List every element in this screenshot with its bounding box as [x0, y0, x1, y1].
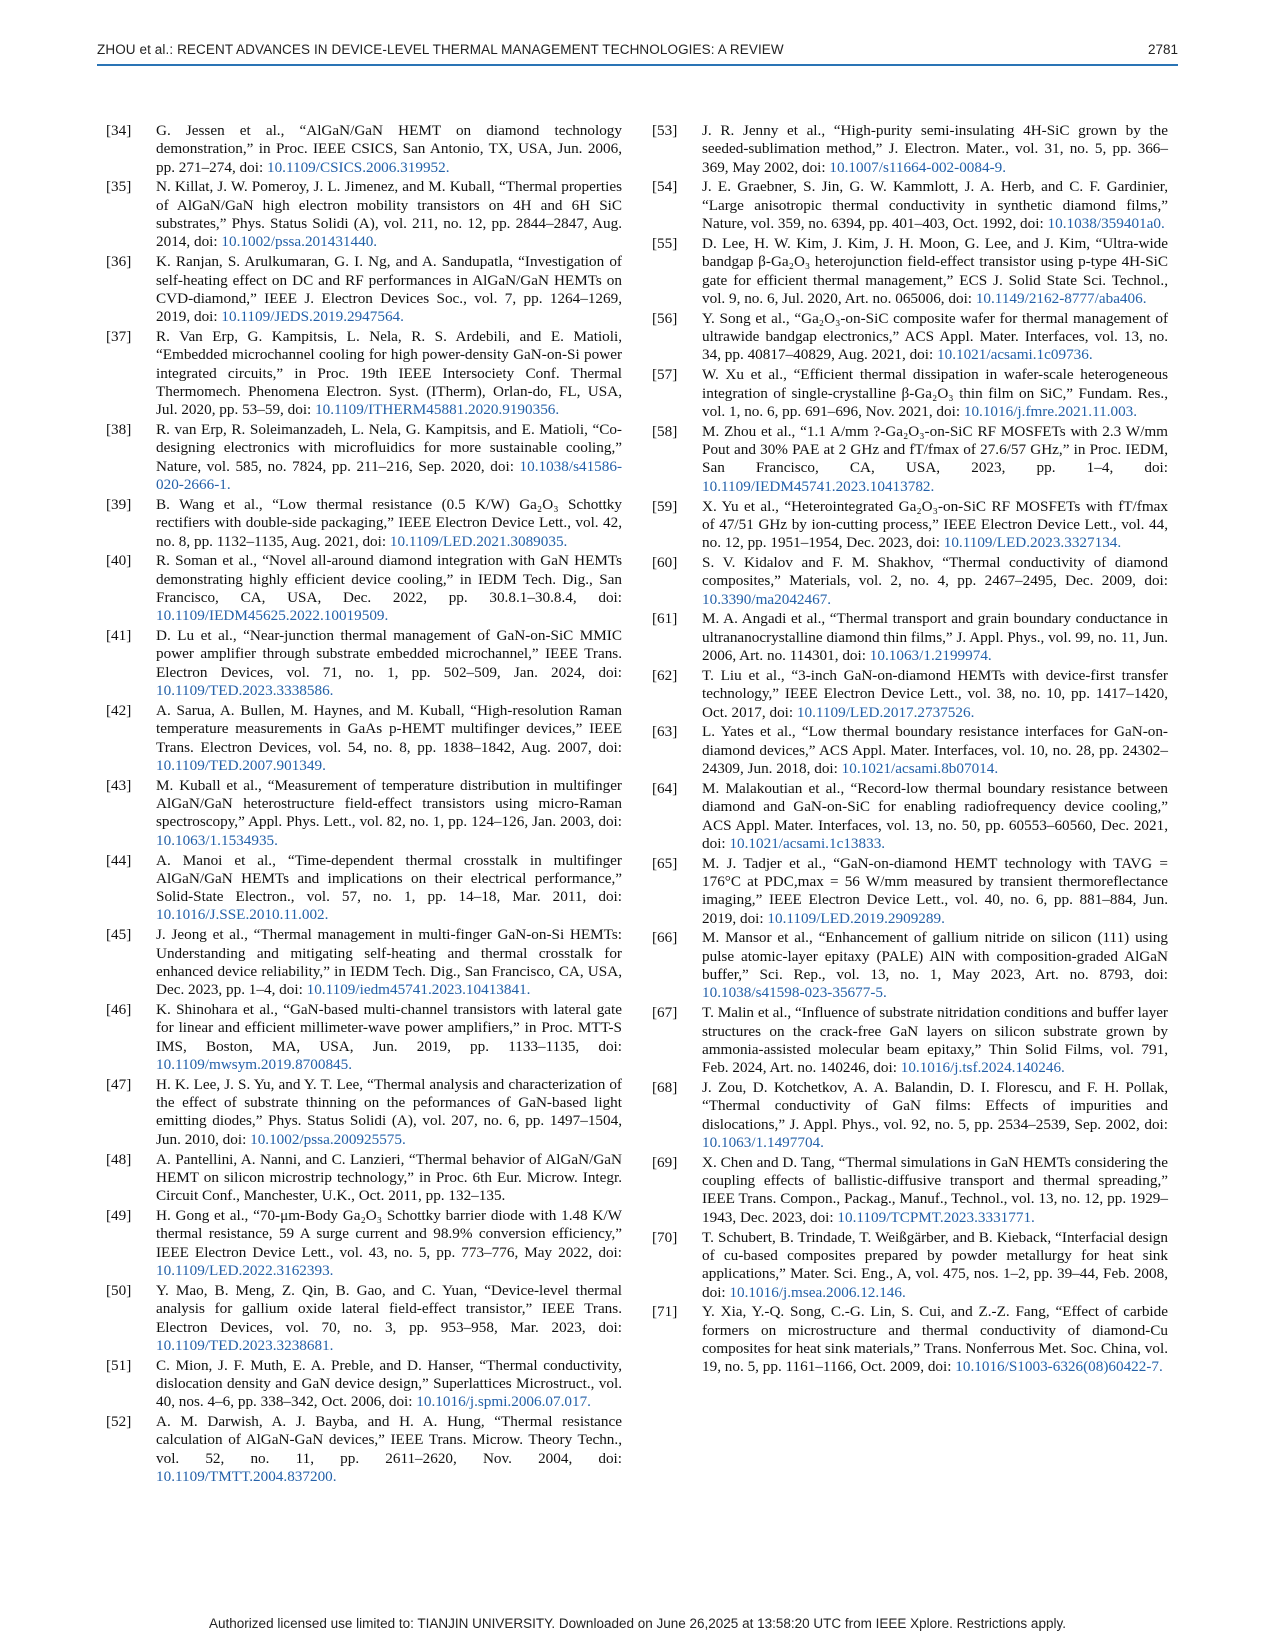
reference-item: [652, 310, 1168, 365]
reference-text: N. Killat, J. W. Pomeroy, J. L. Jimenez, and M. Kuball, “Thermal properties of AlGaN/GaN high electron mobility transistors on 4H and 6H SiC substrates,” Phys. Status Solidi (A), vol. 211, no. 12, pp. 2844–2847, Aug. 2014, doi:: [156, 178, 622, 251]
reference-item: [106, 253, 622, 326]
reference-item: [106, 702, 622, 775]
doi-link[interactable]: 10.1109/CSICS.2006.319952.: [266, 158, 450, 176]
doi-link[interactable]: 10.1109/JEDS.2019.2947564.: [221, 308, 404, 326]
reference-text: J. Jeong et al., “Thermal management in multi-finger GaN-on-Si HEMTs: Understanding and mitigating self-heating and thermal crosstalk for enhanced device reliability,” in IEDM Tech. Dig., San Francisco, CA, USA, Dec. 2023, pp. 1–4, doi:: [156, 926, 622, 999]
reference-text: T. Liu et al., “3-inch GaN-on-diamond HEMTs with device-first transfer technology,” IEEE Electron Device Lett., vol. 38, no. 10, pp. 1417–1420, Oct. 2017, doi:: [702, 666, 1168, 721]
reference-number: [37]: [106, 328, 132, 346]
page-number: 2781: [1147, 42, 1178, 57]
doi-link[interactable]: 10.1109/IEDM45625.2022.10019509.: [156, 607, 389, 625]
reference-item: [652, 554, 1168, 609]
reference-item: [106, 421, 622, 494]
doi-link[interactable]: 10.1007/s11664-002-0084-9.: [829, 158, 1007, 176]
reference-number: [63]: [652, 723, 678, 741]
doi-link[interactable]: 10.1016/j.tsf.2024.140246.: [900, 1059, 1065, 1077]
reference-number: [60]: [652, 553, 678, 571]
reference-item: [106, 926, 622, 999]
reference-number: [66]: [652, 929, 678, 947]
reference-number: [38]: [106, 421, 132, 439]
reference-item: [106, 1076, 622, 1149]
reference-text: J. R. Jenny et al., “High-purity semi-insulating 4H-SiC grown by the seeded-sublimation method,” J. Electron. Mater., vol. 31, no. 5, pp. 366–369, May 2002, doi:: [702, 122, 1168, 176]
reference-number: [35]: [106, 178, 132, 196]
reference-text: X. Chen and D. Tang, “Thermal simulations in GaN HEMTs considering the coupling effects of ballistic-diffusive transport and thermal spreading,” IEEE Trans. Compon., Packag., Manuf., Technol., vol. 13, no. 12, pp. 1929–1943, Dec. 2023, doi:: [702, 1153, 1168, 1226]
reference-number: [45]: [106, 926, 132, 944]
reference-item: [652, 667, 1168, 722]
doi-link[interactable]: 10.1109/iedm45741.2023.10413841.: [306, 981, 531, 999]
running-title: ZHOU et al.: RECENT ADVANCES IN DEVICE-LEVEL THERMAL MANAGEMENT TECHNOLOGIES: A REVIEW: [97, 42, 784, 57]
reference-item: [106, 328, 622, 419]
reference-number: [67]: [652, 1004, 678, 1022]
reference-number: [59]: [652, 497, 678, 515]
reference-number: [42]: [106, 701, 132, 719]
reference-text: J. E. Graebner, S. Jin, G. W. Kammlott, J. A. Herb, and C. F. Gardinier, “Large anisotropic thermal conductivity in synthetic diamond films,” Nature, vol. 359, no. 6394, pp. 401–403, Oct. 1992, doi:: [702, 178, 1168, 233]
reference-number: [62]: [652, 666, 678, 684]
reference-text: T. Malin et al., “Influence of substrate nitridation conditions and buffer layer structures on the crack-free GaN layers on silicon substrate grown by ammonia-assisted molecular beam epitaxy,” Thin Solid Films, vol. 791, Feb. 2024, Art. no. 140246, doi:: [702, 1004, 1168, 1077]
doi-link[interactable]: 10.1016/J.SSE.2010.11.002.: [156, 906, 329, 924]
reference-item: [106, 777, 622, 850]
reference-text: S. V. Kidalov and F. M. Shakhov, “Thermal conductivity of diamond composites,” Materials, vol. 2, no. 4, pp. 2467–2495, Dec. 2009, doi:: [702, 553, 1168, 590]
reference-item: [106, 178, 622, 251]
doi-link[interactable]: 10.1063/1.1534935.: [156, 831, 278, 849]
reference-item: [106, 552, 622, 625]
doi-link[interactable]: 10.1109/TMTT.2004.837200.: [156, 1468, 337, 1486]
reference-number: [36]: [106, 253, 132, 271]
reference-number: [57]: [652, 366, 678, 384]
reference-text: Y. Mao, B. Meng, Z. Qin, B. Gao, and C. Yuan, “Device-level thermal analysis for gallium oxide lateral field-effect transistor,” IEEE Trans. Electron Devices, vol. 70, no. 3, pp. 953–958, Mar. 2023, doi:: [156, 1281, 622, 1336]
reference-number: [53]: [652, 122, 678, 139]
doi-link[interactable]: 10.1109/IEDM45741.2023.10413782.: [702, 477, 935, 495]
reference-text: M. Mansor et al., “Enhancement of gallium nitride on silicon (111) using pulse atomic-layer epitaxy (PALE) AlN with composition-graded AlGaN buffer,” Sci. Rep., vol. 13, no. 1, May 2023, Art. no. 8793, doi:: [702, 929, 1168, 984]
reference-text: D. Lee, H. W. Kim, J. Kim, J. H. Moon, G. Lee, and J. Kim, “Ultra-wide bandgap β-Ga₂O₃ heterojunction field-effect transistor using p-type 4H-SiC gate for efficient thermal management,” ECS J. Solid State Sci. Technol., vol. 9, no. 6, Jul. 2020, Art. no. 065006, doi:: [702, 234, 1168, 307]
reference-item: [652, 1154, 1168, 1227]
reference-number: [49]: [106, 1207, 132, 1225]
reference-item: [652, 723, 1168, 778]
reference-text: H. Gong et al., “70-μm-Body Ga₂O₃ Schottky barrier diode with 1.48 K/W thermal resistance, 59 A surge current and 98.9% conversion efficiency,” IEEE Electron Device Lett., vol. 43, no. 5, pp. 773–776, May 2022, doi:: [156, 1207, 622, 1261]
reference-item: [652, 366, 1168, 421]
reference-number: [47]: [106, 1075, 132, 1093]
reference-item: [106, 1001, 622, 1074]
doi-link[interactable]: 10.1109/ITHERM45881.2020.9190356.: [315, 401, 560, 419]
doi-link[interactable]: 10.1109/LED.2023.3327134.: [943, 534, 1122, 552]
doi-link[interactable]: 10.1038/s41586-020-2666-1.: [156, 457, 623, 494]
reference-item: [106, 627, 622, 700]
reference-text: K. Shinohara et al., “GaN-based multi-channel transistors with lateral gate for linear and efficient millimeter-wave power amplifiers,” in Proc. MTT-S IMS, Boston, MA, USA, Jun. 2019, pp. 1133–1135, doi:: [156, 1001, 622, 1055]
reference-number: [70]: [652, 1228, 678, 1246]
doi-link[interactable]: 10.1038/s41598-023-35677-5.: [702, 984, 887, 1002]
reference-text: H. K. Lee, J. S. Yu, and Y. T. Lee, “Thermal analysis and characterization of the effect of substrate thinning on the peformances of GaN-based light emitting diodes,” Phys. Status Solidi (A), vol. 207, no. 6, pp. 1497–1504, Jun. 2010, doi:: [156, 1075, 622, 1148]
doi-link[interactable]: 10.1109/TCPMT.2023.3331771.: [837, 1208, 1035, 1226]
doi-link[interactable]: 10.1038/359401a0.: [1047, 215, 1165, 233]
reference-number: [54]: [652, 178, 678, 196]
reference-item: [106, 122, 622, 177]
reference-text: D. Lu et al., “Near-junction thermal management of GaN-on-SiC MMIC power amplifier through substrate embedded microchannel,” IEEE Trans. Electron Devices, vol. 71, no. 1, pp. 502–509, Jan. 2024, doi:: [156, 627, 622, 681]
reference-item: [106, 1282, 622, 1355]
doi-link[interactable]: 10.1109/LED.2017.2737526.: [796, 703, 975, 721]
reference-item: [652, 610, 1168, 665]
reference-number: [40]: [106, 552, 132, 570]
doi-link[interactable]: 10.1063/1.2199974.: [869, 647, 992, 665]
reference-text: R. Van Erp, G. Kampitsis, L. Nela, R. S. Ardebili, and E. Matioli, “Embedded microchannel cooling for high power-density GaN-on-Si power integrated circuits,” in Proc. 19th IEEE Intersociety Conf. Thermal Thermomech. Phenomena Electron. Syst. (ITherm), Orlan-do, FL, USA, Jul. 2020, pp. 53–59, doi:: [156, 328, 622, 419]
doi-link[interactable]: 10.1063/1.1497704.: [702, 1133, 824, 1151]
doi-link[interactable]: 10.1109/mwsym.2019.8700845.: [156, 1055, 353, 1073]
reference-number: [51]: [106, 1356, 132, 1374]
reference-number: [39]: [106, 495, 132, 513]
doi-link[interactable]: 10.1016/S1003-6326(08)60422-7.: [955, 1358, 1163, 1376]
reference-text: L. Yates et al., “Low thermal boundary resistance interfaces for GaN-on-diamond devices,” ACS Appl. Mater. Interfaces, vol. 10, no. 28, pp. 24302–24309, Jun. 2018, doi:: [702, 723, 1168, 778]
doi-link[interactable]: 10.1109/TED.2007.901349.: [156, 756, 326, 774]
reference-item: [652, 1303, 1168, 1376]
doi-link[interactable]: 10.1021/acsami.8b07014.: [841, 760, 999, 778]
doi-link[interactable]: 10.1002/pssa.200925575.: [250, 1130, 406, 1148]
reference-text: R. van Erp, R. Soleimanzadeh, L. Nela, G. Kampitsis, and E. Matioli, “Co-designing electronics with microfluidics for more sustainable cooling,” Nature, vol. 585, no. 7824, pp. 211–216, Sep. 2020, doi:: [156, 421, 622, 475]
reference-number: [55]: [652, 234, 678, 252]
reference-number: [48]: [106, 1150, 132, 1168]
reference-text: C. Mion, J. F. Muth, E. A. Preble, and D. Hanser, “Thermal conductivity, dislocation density and GaN device design,” Superlattices Microstruct., vol. 40, nos. 4–6, pp. 338–342, Oct. 2006, doi:: [156, 1356, 622, 1411]
doi-link[interactable]: 10.1109/LED.2019.2909289.: [767, 909, 945, 927]
reference-item: [106, 1207, 622, 1280]
reference-number: [56]: [652, 309, 678, 327]
reference-item: [106, 1151, 622, 1206]
reference-text: J. Zou, D. Kotchetkov, A. A. Balandin, D. I. Florescu, and F. H. Pollak, “Thermal conductivity of GaN films: Effects of impurities and dislocations,” J. Appl. Phys., vol. 92, no. 5, pp. 2534–2539, Sep. 2002, doi:: [702, 1079, 1168, 1133]
running-header: [97, 38, 1178, 66]
reference-text: A. Sarua, A. Bullen, M. Haynes, and M. Kuball, “High-resolution Raman temperature measurements in GaAs p-HEMT multifinger devices,” IEEE Trans. Electron Devices, vol. 54, no. 8, pp. 1838–1842, Aug. 2007, doi:: [156, 701, 622, 756]
doi-link[interactable]: 10.1016/j.spmi.2006.07.017.: [416, 1393, 591, 1411]
reference-number: [50]: [106, 1281, 132, 1299]
reference-number: [58]: [652, 422, 678, 440]
doi-link[interactable]: 10.1021/acsami.1c13833.: [729, 834, 886, 852]
reference-number: [68]: [652, 1079, 678, 1097]
doi-link[interactable]: 10.1021/acsami.1c09736.: [937, 346, 1093, 364]
reference-number: [43]: [106, 776, 132, 794]
reference-item: [652, 855, 1168, 928]
reference-text: M. Zhou et al., “1.1 A/mm ?-Ga₂O₃-on-SiC RF MOSFETs with 2.3 W/mm Pout and 30% PAE at 2 GHz and fT/fmax of 27.6/57 GHz,” in Proc. IEDM, San Francisco, CA, USA, 2023, pp. 1–4, doi:: [702, 422, 1168, 477]
doi-link[interactable]: 10.3390/ma2042467.: [702, 590, 832, 608]
reference-number: [41]: [106, 627, 132, 645]
reference-number: [34]: [106, 122, 132, 139]
reference-item: [652, 1229, 1168, 1302]
references-left-column: [106, 122, 622, 1488]
reference-item: [652, 122, 1168, 177]
reference-text: X. Yu et al., “Heterointegrated Ga₂O₃-on-SiC RF MOSFETs with fT/fmax of 47/51 GHz by ion-cutting process,” IEEE Electron Device Lett., vol. 44, no. 12, pp. 1951–1954, Dec. 2023, doi:: [702, 497, 1168, 552]
reference-item: [106, 496, 622, 551]
reference-number: [46]: [106, 1001, 132, 1019]
doi-link[interactable]: 10.1002/pssa.201431440.: [221, 233, 378, 251]
doi-link[interactable]: 10.1109/TED.2023.3238681.: [156, 1336, 334, 1354]
reference-item: [652, 929, 1168, 1002]
reference-number: [61]: [652, 610, 678, 628]
reference-text: A. Manoi et al., “Time-dependent thermal crosstalk in multifinger AlGaN/GaN HEMTs and implications on their electrical performance,” Solid-State Electron., vol. 57, no. 1, pp. 14–18, Mar. 2011, doi:: [156, 851, 622, 906]
reference-number: [64]: [652, 779, 678, 797]
doi-link[interactable]: 10.1149/2162-8777/aba406.: [975, 289, 1147, 307]
reference-text: B. Wang et al., “Low thermal resistance (0.5 K/W) Ga₂O₃ Schottky rectifiers with double-side packaging,” IEEE Electron Device Lett., vol. 42, no. 8, pp. 1132–1135, Aug. 2021, doi:: [156, 495, 622, 550]
reference-text: M. A. Angadi et al., “Thermal transport and grain boundary conductance in ultrananocrystalline diamond thin films,” J. Appl. Phys., vol. 99, no. 11, Jun. 2006, Art. no. 114301, doi:: [702, 610, 1168, 665]
reference-text: K. Ranjan, S. Arulkumaran, G. I. Ng, and A. Sandupatla, “Investigation of self-heating effect on DC and RF performances in AlGaN/GaN HEMTs on CVD-diamond,” IEEE J. Electron Devices Soc., vol. 7, pp. 1264–1269, 2019, doi:: [156, 253, 622, 326]
reference-number: [69]: [652, 1153, 678, 1171]
reference-item: [652, 780, 1168, 853]
reference-text: A. M. Darwish, A. J. Bayba, and H. A. Hung, “Thermal resistance calculation of AlGaN-GaN devices,” IEEE Trans. Microw. Theory Techn., vol. 52, no. 11, pp. 2611–2620, Nov. 2004, doi:: [156, 1413, 622, 1467]
reference-text: M. Kuball et al., “Measurement of temperature distribution in multifinger AlGaN/GaN heterostructure field-effect transistors using micro-Raman spectroscopy,” Appl. Phys. Lett., vol. 82, no. 1, pp. 124–126, Jan. 2003, doi:: [156, 776, 622, 831]
reference-text: Y. Song et al., “Ga₂O₃-on-SiC composite wafer for thermal management of ultrawide bandgap electronics,” ACS Appl. Mater. Interfaces, vol. 13, no. 34, pp. 40817–40829, Aug. 2021, doi:: [702, 309, 1168, 364]
reference-item: [106, 852, 622, 925]
reference-number: [71]: [652, 1303, 678, 1321]
reference-text: G. Jessen et al., “AlGaN/GaN HEMT on diamond technology demonstration,” in Proc. IEEE CSICS, San Antonio, TX, USA, Jun. 2006, pp. 271–274, doi:: [156, 122, 622, 176]
reference-item: [652, 178, 1168, 233]
reference-number: [65]: [652, 854, 678, 872]
reference-item: [652, 1004, 1168, 1077]
reference-item: [106, 1413, 622, 1486]
doi-link[interactable]: 10.1109/TED.2023.3338586.: [156, 682, 334, 700]
doi-link[interactable]: 10.1109/LED.2022.3162393.: [156, 1262, 334, 1280]
reference-text: M. Malakoutian et al., “Record-low thermal boundary resistance between diamond and GaN-on-SiC for enabling radiofrequency device cooling,” ACS Appl. Mater. Interfaces, vol. 13, no. 50, pp. 60553–60560, Dec. 2021, doi:: [702, 779, 1168, 852]
reference-item: [106, 1357, 622, 1412]
reference-text: Y. Xia, Y.-Q. Song, C.-G. Lin, S. Cui, and Z.-Z. Fang, “Effect of carbide formers on microstructure and thermal conductivity of diamond-Cu composites for heat sink materials,” Trans. Nonferrous Met. Soc. China, vol. 19, no. 5, pp. 1161–1166, Oct. 2009, doi:: [702, 1303, 1168, 1376]
references-right-column: [652, 122, 1168, 1378]
doi-link[interactable]: 10.1109/LED.2021.3089035.: [389, 532, 568, 550]
reference-text: R. Soman et al., “Novel all-around diamond integration with GaN HEMTs demonstrating highly efficient device cooling,” in IEDM Tech. Dig., San Francisco, CA, USA, Dec. 2022, pp. 30.8.1–30.8.4, doi:: [156, 552, 622, 606]
reference-text: W. Xu et al., “Efficient thermal dissipation in wafer-scale heterogeneous integration of single-crystalline β-Ga₂O₃ thin film on SiC,” Fundam. Res., vol. 1, no. 6, pp. 691–696, Nov. 2021, doi:: [702, 366, 1168, 420]
reference-number: [52]: [106, 1413, 132, 1431]
reference-item: [652, 235, 1168, 308]
reference-item: [652, 1079, 1168, 1152]
license-footer: Authorized licensed use limited to: TIANJIN UNIVERSITY. Downloaded on June 26,2025 at 13:58:20 UTC from IEEE Xplore. Restrictions apply.: [209, 1616, 1066, 1631]
reference-text: M. J. Tadjer et al., “GaN-on-diamond HEMT technology with TAVG = 176°C at PDC,max = 56 W/mm measured by transient thermoreflectance imaging,” IEEE Electron Device Lett., vol. 40, no. 6, pp. 881–884, Jun. 2019, doi:: [702, 854, 1168, 927]
doi-link[interactable]: 10.1016/j.msea.2006.12.146.: [729, 1283, 906, 1301]
reference-item: [652, 423, 1168, 496]
reference-text: A. Pantellini, A. Nanni, and C. Lanzieri, “Thermal behavior of AlGaN/GaN HEMT on silicon microstrip technology,” in Proc. 6th Eur. Microw. Integr. Circuit Conf., Manchester, U.K., Oct. 2011, pp. 132–135.: [156, 1150, 622, 1205]
reference-item: [652, 498, 1168, 553]
reference-text: T. Schubert, B. Trindade, T. Weißgärber, and B. Kieback, “Interfacial design of cu-based composites prepared by powder metallurgy for heat sink applications,” Mater. Sci. Eng., A, vol. 475, nos. 1–2, pp. 39–44, Feb. 2008, doi:: [702, 1228, 1168, 1301]
reference-number: [44]: [106, 851, 132, 869]
doi-link[interactable]: 10.1016/j.fmre.2021.11.003.: [963, 402, 1138, 420]
